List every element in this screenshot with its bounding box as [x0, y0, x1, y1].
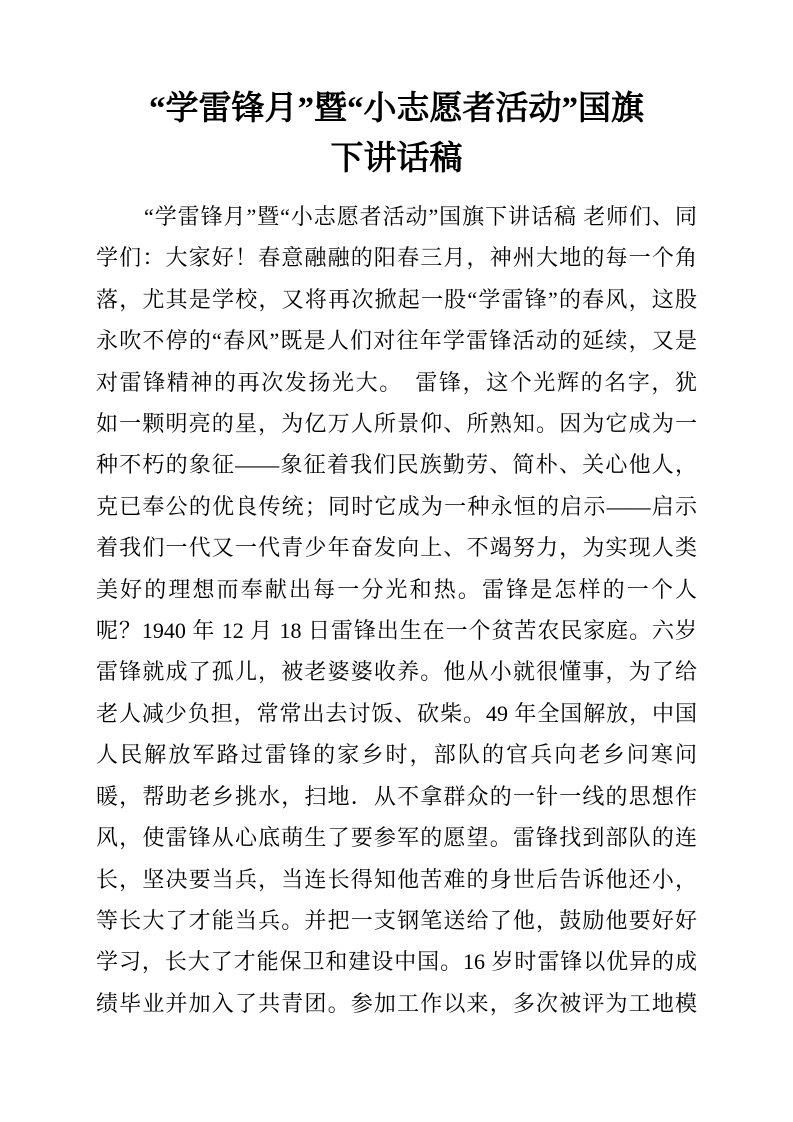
- body-line: 美好的理想而奉献出每一分光和热。雷锋是怎样的一个人: [96, 576, 697, 602]
- body-line: 呢？1940 年 12 月 18 日雷锋出生在一个贫苦农民家庭。六岁: [96, 618, 697, 644]
- body-line: 长，坚决要当兵，当连长得知他苦难的身世后告诉他还小，: [96, 866, 697, 892]
- document-body: [96, 196, 697, 1024]
- body-line: 老人减少负担，常常出去讨饭、砍柴。49 年全国解放，中国: [96, 700, 697, 726]
- body-line: 人民解放军路过雷锋的家乡时，部队的官兵向老乡问寒问: [96, 742, 697, 768]
- body-line: 永吹不停的“春风”既是人们对往年学雷锋活动的延续，又是: [96, 328, 697, 354]
- body-line: 雷锋就成了孤儿，被老婆婆收养。他从小就很懂事，为了给: [96, 659, 697, 685]
- body-line: 等长大了才能当兵。并把一支钢笔送给了他，鼓励他要好好: [96, 907, 697, 933]
- body-line: 落，尤其是学校，又将再次掀起一股“学雷锋”的春风，这股: [96, 286, 697, 312]
- body-line: 克已奉公的优良传统；同时它成为一种永恒的启示——启示: [96, 493, 697, 519]
- body-line: 绩毕业并加入了共青团。参加工作以来，多次被评为工地模: [96, 990, 697, 1016]
- body-line: “学雷锋月”暨“小志愿者活动”国旗下讲话稿 老师们、同: [144, 204, 697, 229]
- body-line: 风，使雷锋从心底萌生了要参军的愿望。雷锋找到部队的连: [96, 825, 697, 851]
- body-line: 暖，帮助老乡挑水，扫地．从不拿群众的一针一线的思想作: [96, 783, 697, 809]
- body-line: 学们：大家好！春意融融的阳春三月，神州大地的每一个角: [96, 245, 697, 271]
- body-line: 对雷锋精神的再次发扬光大。 雷锋，这个光辉的名字，犹: [96, 369, 697, 395]
- body-line: 学习，长大了才能保卫和建设中国。16 岁时雷锋以优异的成: [96, 949, 697, 975]
- title-line-2: 下讲话稿: [330, 141, 463, 177]
- body-line: 着我们一代又一代青少年奋发向上、不竭努力，为实现人类: [96, 535, 697, 561]
- body-line: 如一颗明亮的星，为亿万人所景仰、所熟知。因为它成为一: [96, 411, 697, 437]
- title-line-1: “学雷锋月”暨“小志愿者活动”国旗: [149, 91, 644, 127]
- body-line: 种不朽的象征——象征着我们民族勤劳、简朴、关心他人，: [96, 452, 697, 478]
- page-title: [96, 84, 697, 184]
